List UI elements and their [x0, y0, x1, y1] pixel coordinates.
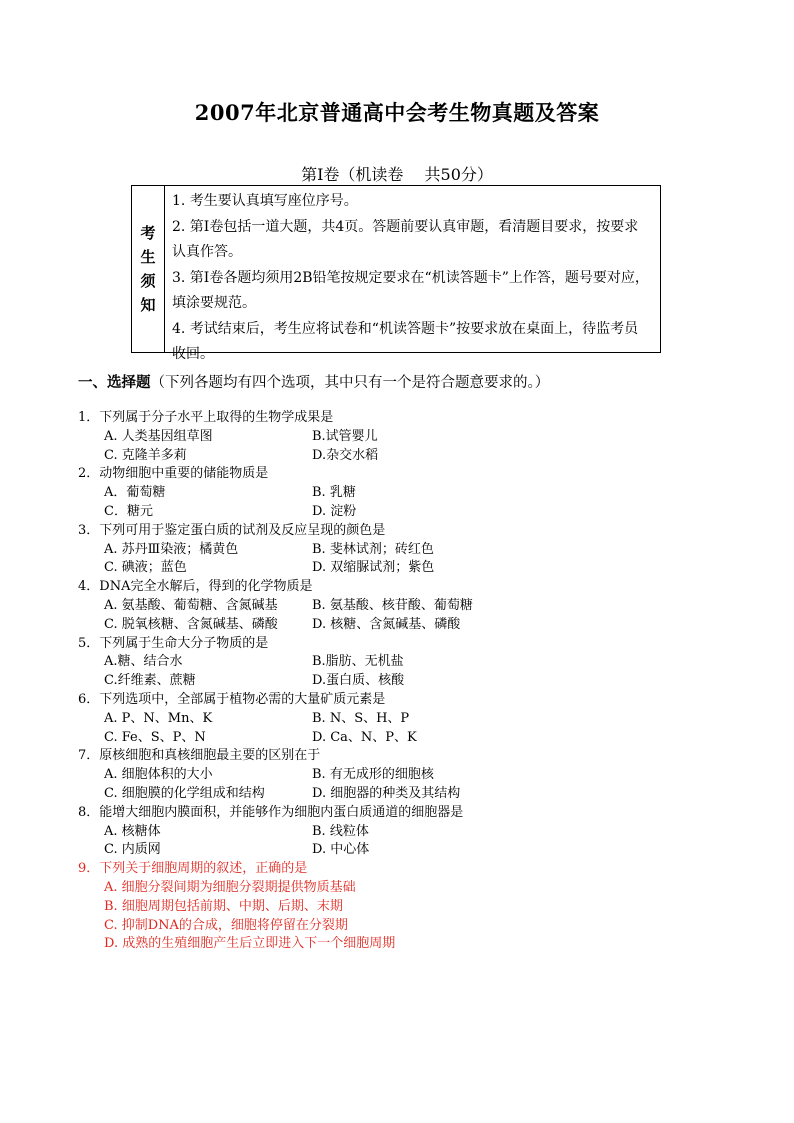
- option: A. 氨基酸、葡萄糖、含氮碱基: [104, 597, 278, 613]
- question-item-highlighted: [78, 860, 638, 954]
- question-stem: 4．DNA完全水解后，得到的化学物质是: [78, 579, 313, 595]
- section-instruction: （下列各题均有四个选项，其中只有一个是符合题意要求的。）: [150, 375, 550, 391]
- option: C. 细胞膜的化学组成和结构: [104, 785, 265, 801]
- option: C. 脱氧核糖、含氮碱基、磷酸: [104, 616, 278, 632]
- option: D. 淀粉: [312, 503, 357, 519]
- question-item: [78, 409, 638, 465]
- option-grid: [78, 484, 638, 522]
- question-stem: 5．下列属于生命大分子物质的是: [78, 635, 269, 651]
- notice-label: [132, 186, 165, 352]
- document-title: 2007年北京普通高中会考生物真题及答案: [194, 100, 600, 125]
- option: D. 中心体: [312, 842, 370, 858]
- option: A. 人类基因组草图: [104, 428, 213, 444]
- notice-label-char: 生: [140, 248, 156, 266]
- option: D. 细胞器的种类及其结构: [312, 785, 461, 801]
- option: D. 双缩脲试剂；紫色: [312, 560, 435, 576]
- option: D. Ca、N、P、K: [312, 729, 417, 745]
- option: A. 细胞体积的大小: [104, 767, 213, 783]
- question-list: [78, 409, 638, 954]
- option: A. 苏丹Ⅲ染液；橘黄色: [104, 541, 239, 557]
- question-item: [78, 747, 638, 803]
- option: C. 碘液；蓝色: [104, 560, 187, 576]
- question-stem: 2．动物细胞中重要的储能物质是: [78, 466, 269, 482]
- question-stem: 9．下列关于细胞周期的叙述，正确的是: [78, 861, 308, 877]
- option-grid: [78, 766, 638, 804]
- option-list: [78, 879, 638, 954]
- option: B. 斐林试剂；砖红色: [312, 541, 434, 557]
- section-heading: [78, 371, 549, 392]
- option: D. 成熟的生殖细胞产生后立即进入下一个细胞周期: [104, 936, 396, 952]
- option-grid: [78, 541, 638, 579]
- question-item: [78, 691, 638, 747]
- candidate-notice-box: [131, 185, 661, 362]
- question-stem: 1．下列属于分子水平上取得的生物学成果是: [78, 410, 334, 425]
- notice-label-char: 须: [140, 272, 156, 290]
- option: C. 抑制DNA的合成，细胞将停留在分裂期: [104, 917, 348, 933]
- option: A．葡萄糖: [104, 485, 166, 501]
- option: A. 细胞分裂间期为细胞分裂期提供物质基础: [104, 879, 356, 895]
- volume-subtitle: 第Ⅰ卷（机读卷 共50分）: [301, 165, 493, 184]
- question-item: [78, 578, 638, 634]
- option-grid: [78, 710, 638, 748]
- option: C．糖元: [104, 503, 153, 519]
- question-stem: 6．下列选项中，全部属于植物必需的大量矿质元素是: [78, 691, 386, 707]
- notice-line: 2. 第Ⅰ卷包括一道大题，共4页。答题前要认真审题，看清题目要求，按要求认真作答。: [172, 218, 639, 260]
- option: B. 细胞周期包括前期、中期、后期、末期: [104, 898, 343, 914]
- question-stem: 7．原核细胞和真核细胞最主要的区别在于: [78, 748, 321, 764]
- question-item: [78, 635, 638, 691]
- notice-label-char: 知: [140, 296, 156, 314]
- option: B. 氨基酸、核苷酸、葡萄糖: [312, 597, 473, 613]
- notice-line: 4. 考试结束后，考生应将试卷和“机读答题卡”按要求放在桌面上，待监考员收回。: [172, 320, 639, 362]
- option: D.蛋白质、核酸: [312, 673, 405, 689]
- option: A. P、N、Mn、K: [104, 710, 213, 726]
- option: B. 乳糖: [312, 485, 356, 501]
- option: B.试管婴儿: [312, 428, 378, 444]
- notice-label-char: 考: [140, 224, 156, 242]
- option: C. 克隆羊多莉: [104, 447, 187, 463]
- question-item: [78, 804, 638, 860]
- option: B. N、S、H、P: [312, 710, 410, 726]
- option: C.纤维素、蔗糖: [104, 673, 196, 689]
- option-grid: [78, 597, 638, 635]
- option-grid: [78, 823, 638, 861]
- option-grid: [78, 653, 638, 691]
- option: B. 有无成形的细胞核: [312, 767, 434, 783]
- option-grid: [78, 428, 638, 466]
- option: D.杂交水稻: [312, 447, 379, 463]
- question-item: [78, 522, 638, 578]
- option: B. 线粒体: [312, 823, 369, 839]
- option: C. 内质网: [104, 842, 161, 858]
- option: C. Fe、S、P、N: [104, 729, 206, 745]
- option: D. 核糖、含氮碱基、磷酸: [312, 616, 461, 632]
- notice-line: 3. 第Ⅰ卷各题均须用2B铅笔按规定要求在“机读答题卡”上作答，题号要对应，填涂要规范。: [172, 269, 649, 311]
- notice-line: 1. 考生要认真填写座位序号。: [172, 193, 358, 209]
- question-stem: 8．能增大细胞内膜面积，并能够作为细胞内蛋白质通道的细胞器是: [78, 804, 464, 820]
- notice-body: [165, 186, 660, 362]
- option: A.糖、结合水: [104, 654, 183, 670]
- section-title: 一、选择题: [78, 374, 151, 391]
- option: A. 核糖体: [104, 823, 161, 839]
- option: B.脂肪、无机盐: [312, 654, 404, 670]
- question-item: [78, 465, 638, 521]
- question-stem: 3．下列可用于鉴定蛋白质的试剂及反应呈现的颜色是: [78, 522, 386, 538]
